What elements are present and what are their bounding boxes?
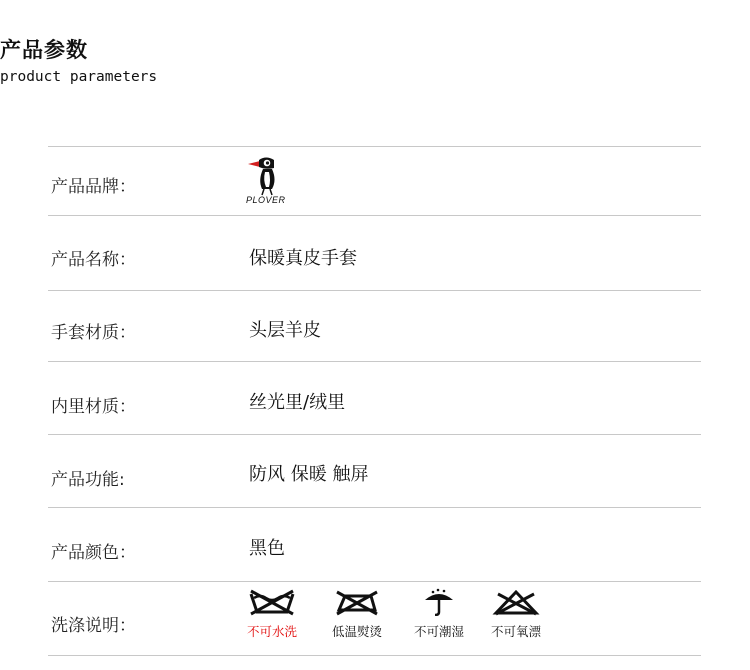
page-title: 产品参数: [0, 38, 88, 62]
product-name-value: 保暖真皮手套: [249, 248, 357, 269]
brand-label: 产品品牌：: [51, 177, 136, 197]
page-subtitle: product parameters: [0, 69, 158, 85]
divider: [48, 655, 701, 656]
woodpecker-icon: [246, 156, 302, 198]
divider: [48, 215, 701, 216]
divider: [48, 434, 701, 435]
care-caption: 不可氧漂: [490, 624, 541, 639]
product-function-value: 防风 保暖 触屏: [249, 464, 369, 485]
product-function-label: 产品功能:: [51, 470, 125, 490]
care-caption: 低温熨烫: [331, 624, 382, 639]
divider: [48, 581, 701, 582]
no-bleach-icon: [490, 588, 542, 616]
care-item-low-iron: [326, 588, 388, 640]
care-item-no-wash: [242, 588, 302, 640]
divider: [48, 507, 701, 508]
divider: [48, 361, 701, 362]
product-color-label: 产品颜色：: [51, 543, 136, 563]
brand-logo-text: PLOVER: [246, 195, 286, 205]
care-label: 洗涤说明：: [51, 616, 136, 636]
care-caption: 不可潮湿: [413, 624, 464, 639]
glove-material-value: 头层羊皮: [249, 320, 321, 341]
divider: [48, 146, 701, 147]
care-item-no-wet: [408, 588, 470, 640]
lining-material-label: 内里材质：: [51, 397, 136, 417]
care-item-no-bleach: [485, 588, 547, 640]
glove-material-label: 手套材质：: [51, 323, 136, 343]
no-ironing-icon: [331, 588, 383, 616]
lining-material-value: 丝光里/绒里: [249, 392, 346, 413]
no-machine-wash-icon: [246, 588, 298, 616]
no-wet-icon: [413, 588, 465, 616]
care-caption: 不可水洗: [246, 624, 297, 639]
product-color-value: 黑色: [249, 538, 285, 559]
divider: [48, 290, 701, 291]
product-name-label: 产品名称：: [51, 250, 136, 270]
